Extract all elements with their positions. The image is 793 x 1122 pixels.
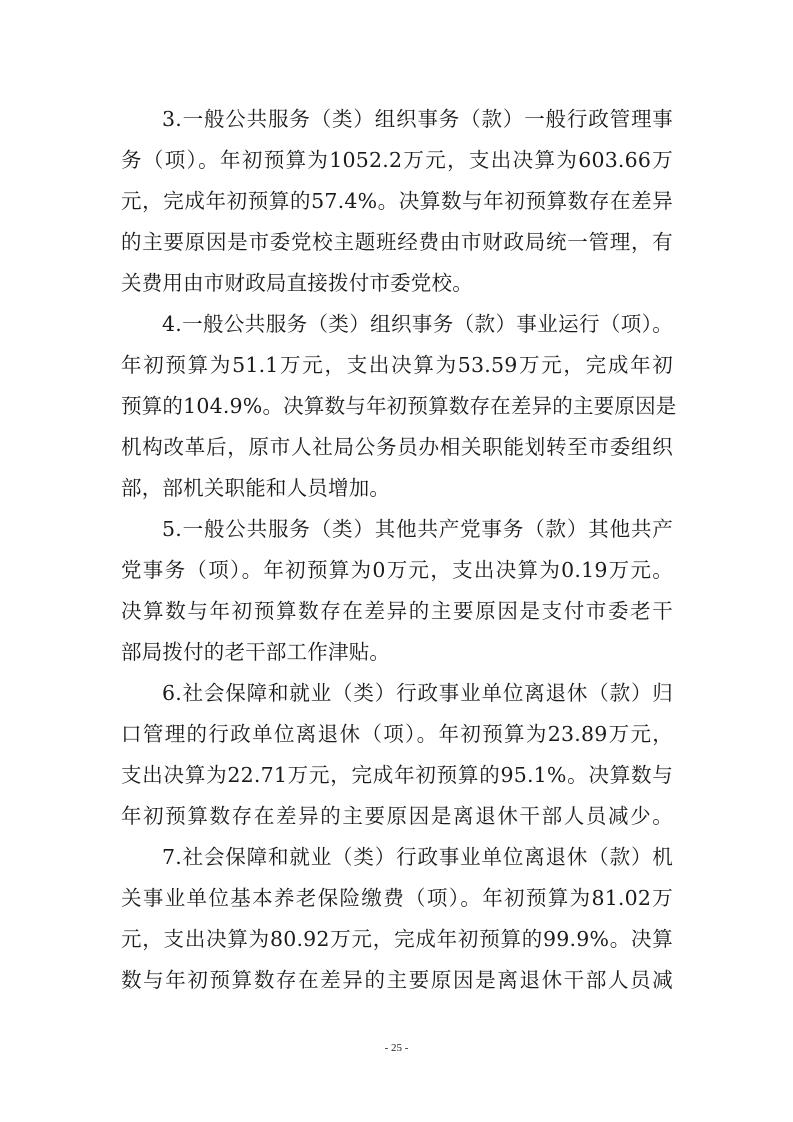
paragraph-line: 年初预算数存在差异的主要原因是离退休干部人员减少。 (121, 804, 673, 828)
paragraph-line: 关费用由市财政局直接拨付市委党校。 (121, 271, 473, 295)
paragraph-line: 关事业单位基本养老保险缴费（项）。年初预算为81.02万 (121, 886, 673, 910)
paragraph-line: 7.社会保障和就业（类）行政事业单位离退休（款）机 (162, 845, 673, 869)
paragraph-line: 预算的104.9%。决算数与年初预算数存在差异的主要原因是 (121, 394, 677, 418)
paragraph-line: 机构改革后，原市人社局公务员办相关职能划转至市委组织 (121, 435, 673, 459)
paragraph-line: 年初预算为51.1万元，支出决算为53.59万元，完成年初 (121, 353, 673, 377)
paragraph-line: 数与年初预算数存在差异的主要原因是离退休干部人员减 (121, 968, 673, 992)
paragraph-line: 务（项）。年初预算为1052.2万元，支出决算为603.66万 (121, 148, 673, 172)
paragraph-line: 决算数与年初预算数存在差异的主要原因是支付市委老干 (121, 599, 673, 623)
paragraph-line: 4.一般公共服务（类）组织事务（款）事业运行（项）。 (162, 312, 673, 336)
paragraph-line: 元，完成年初预算的57.4%。决算数与年初预算数存在差异 (121, 189, 673, 213)
page-number: - 25 - (384, 1042, 409, 1054)
paragraph-line: 部，部机关职能和人员增加。 (121, 476, 391, 500)
paragraph-line: 口管理的行政单位离退休（项）。年初预算为23.89万元， (121, 722, 673, 746)
paragraph-line: 元，支出决算为80.92万元，完成年初预算的99.9%。决算 (121, 927, 673, 951)
paragraph-line: 党事务（项）。年初预算为0万元，支出决算为0.19万元。 (121, 558, 673, 582)
paragraph-line: 3.一般公共服务（类）组织事务（款）一般行政管理事 (162, 107, 673, 131)
paragraph-line: 部局拨付的老干部工作津贴。 (121, 640, 391, 664)
paragraph-line: 的主要原因是市委党校主题班经费由市财政局统一管理，有 (121, 230, 673, 254)
paragraph-line: 6.社会保障和就业（类）行政事业单位离退休（款）归 (162, 681, 673, 705)
paragraph-line: 5.一般公共服务（类）其他共产党事务（款）其他共产 (162, 517, 673, 541)
paragraph-line: 支出决算为22.71万元，完成年初预算的95.1%。决算数与 (121, 763, 673, 787)
